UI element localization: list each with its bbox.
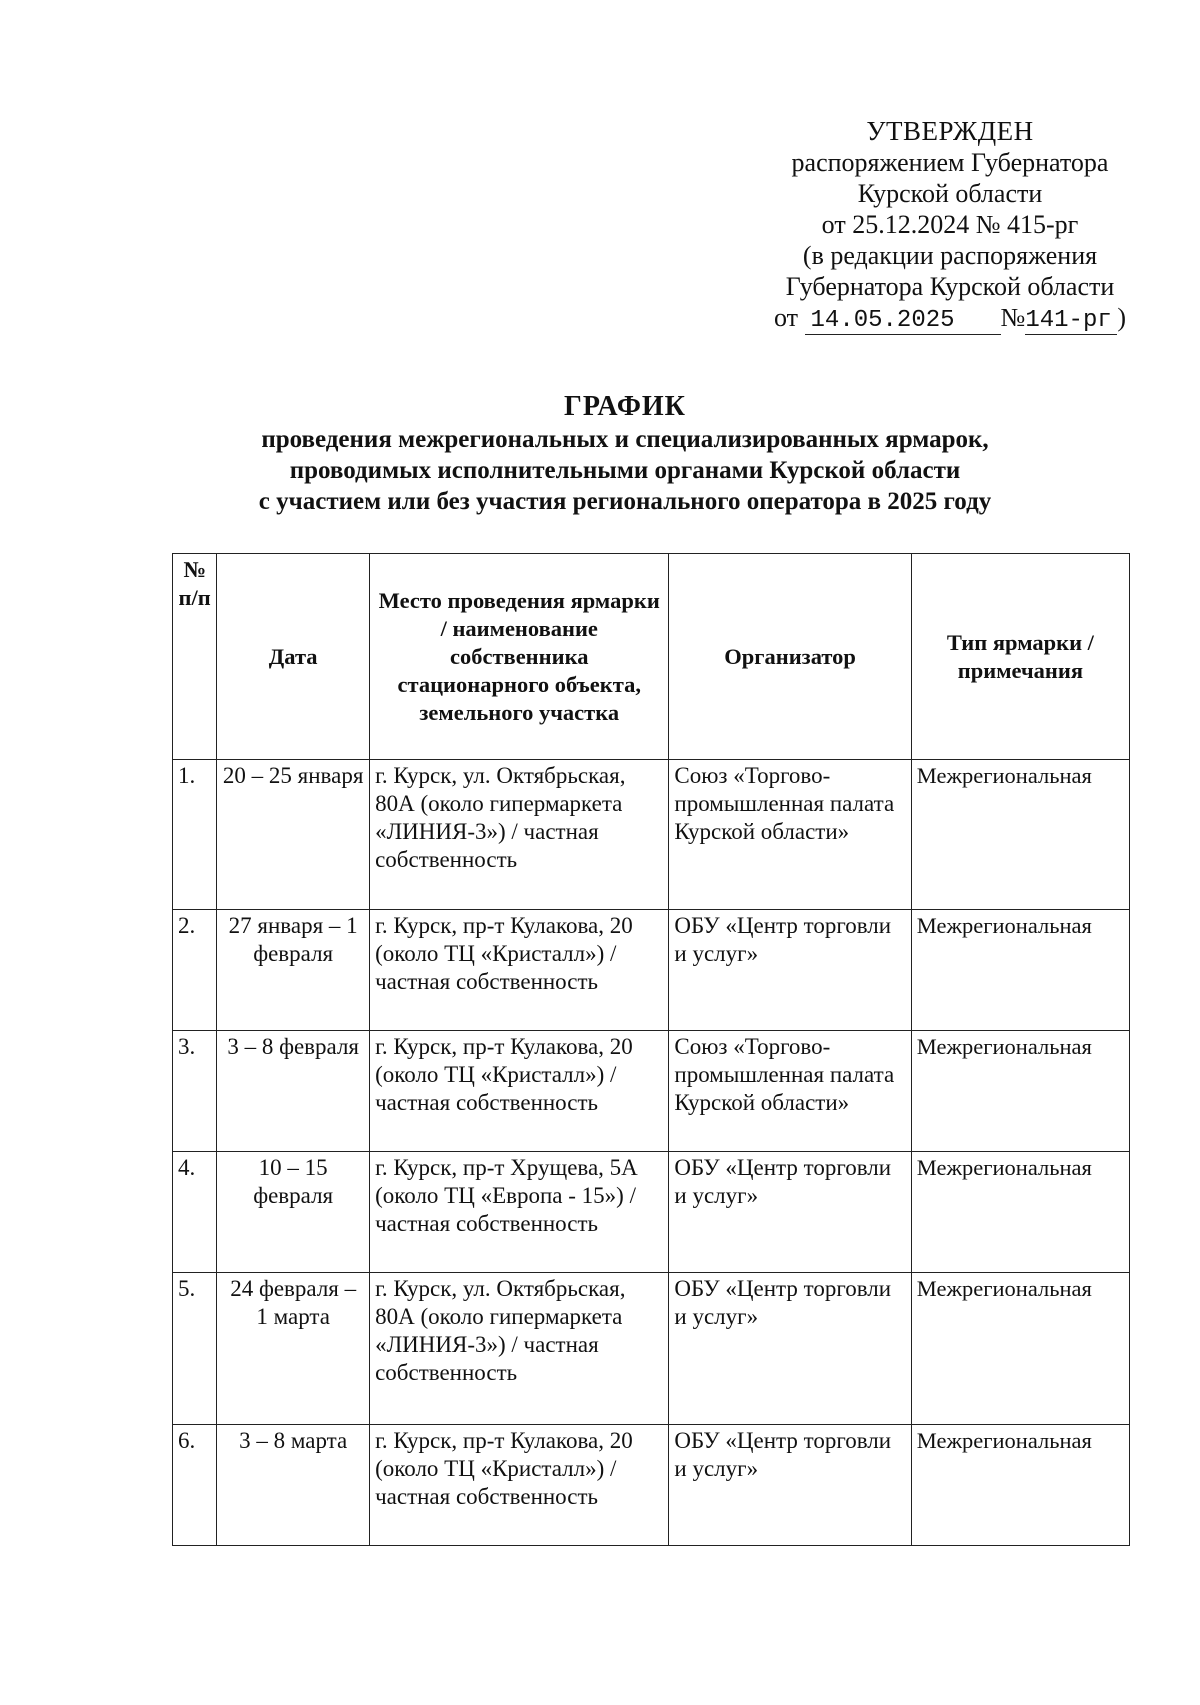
header-date: Дата (217, 554, 370, 760)
row-organizer: Союз «Торгово-промышленная палата Курской области» (669, 760, 911, 910)
table-row (173, 910, 1130, 1031)
row-date: 24 февраля – 1 марта (217, 1273, 370, 1425)
table-row (173, 760, 1130, 910)
amendment-number-label: № (1000, 303, 1026, 332)
row-organizer: ОБУ «Центр торговли и услуг» (669, 1273, 911, 1425)
title-line: проведения межрегиональных и специализированных ярмарок, (261, 426, 989, 453)
row-number: 6. (173, 1425, 217, 1546)
amendment-number: 141-рг (1025, 308, 1117, 335)
row-organizer: ОБУ «Центр торговли и услуг» (669, 1152, 911, 1273)
title-line: проводимых исполнительными органами Курской области (289, 457, 961, 484)
amendment-date: 14.05.2025 (805, 308, 1001, 335)
amendment-close: ) (1117, 303, 1126, 332)
table-row (173, 1152, 1130, 1273)
row-place: г. Курск, пр-т Кулакова, 20 (около ТЦ «Кристалл») / частная собственность (370, 1031, 669, 1152)
title-main: ГРАФИК (564, 391, 686, 422)
row-place: г. Курск, пр-т Кулакова, 20 (около ТЦ «Кристалл») / частная собственность (370, 910, 669, 1031)
row-number: 1. (173, 760, 217, 910)
amendment-prefix: от (773, 303, 799, 332)
approval-line: Губернатора Курской области (785, 272, 1115, 301)
row-date: 27 января – 1 февраля (217, 910, 370, 1031)
row-place: г. Курск, ул. Октябрьская, 80А (около гипермаркета «ЛИНИЯ-3») / частная собственность (370, 760, 669, 910)
row-number: 4. (173, 1152, 217, 1273)
approval-line: Курской области (857, 179, 1043, 208)
title-line: с участием или без участия регионального оператора в 2025 году (258, 488, 992, 515)
header-organizer: Организатор (669, 554, 911, 760)
row-organizer: ОБУ «Центр торговли и услуг» (669, 1425, 911, 1546)
table-row (173, 1425, 1130, 1546)
row-number: 3. (173, 1031, 217, 1152)
approval-line: (в редакции распоряжения (802, 241, 1098, 270)
header-type: Тип ярмарки / примечания (911, 554, 1129, 760)
approval-line: распоряжением Губернатора (791, 148, 1109, 177)
row-place: г. Курск, пр-т Хрущева, 5А (около ТЦ «Европа - 15») / частная собственность (370, 1152, 669, 1273)
header-place: Место проведения ярмарки / наименование собственника стационарного объекта, земельного участка (370, 554, 669, 760)
row-date: 20 – 25 января (217, 760, 370, 910)
amendment-line (740, 302, 1160, 335)
approval-stamp (740, 116, 1160, 335)
table-row (173, 1031, 1130, 1152)
fair-schedule-table (172, 553, 1130, 1546)
row-number: 5. (173, 1273, 217, 1425)
row-date: 10 – 15 февраля (217, 1152, 370, 1273)
row-date: 3 – 8 марта (217, 1425, 370, 1546)
row-type: Межрегиональная (911, 760, 1129, 910)
row-type: Межрегиональная (911, 1425, 1129, 1546)
row-organizer: ОБУ «Центр торговли и услуг» (669, 910, 911, 1031)
table-row (173, 1273, 1130, 1425)
header-number: № п/п (173, 554, 217, 760)
row-type: Межрегиональная (911, 1152, 1129, 1273)
row-type: Межрегиональная (911, 1273, 1129, 1425)
document-title (150, 390, 1100, 517)
row-organizer: Союз «Торгово-промышленная палата Курской области» (669, 1031, 911, 1152)
table-header-row (173, 554, 1130, 760)
row-number: 2. (173, 910, 217, 1031)
row-type: Межрегиональная (911, 1031, 1129, 1152)
row-date: 3 – 8 февраля (217, 1031, 370, 1152)
approval-decree: от 25.12.2024 № 415-рг (821, 210, 1079, 239)
row-type: Межрегиональная (911, 910, 1129, 1031)
approval-heading: УТВЕРЖДЕН (866, 116, 1034, 146)
row-place: г. Курск, ул. Октябрьская, 80А (около гипермаркета «ЛИНИЯ-3») / частная собственность (370, 1273, 669, 1425)
row-place: г. Курск, пр-т Кулакова, 20 (около ТЦ «Кристалл») / частная собственность (370, 1425, 669, 1546)
